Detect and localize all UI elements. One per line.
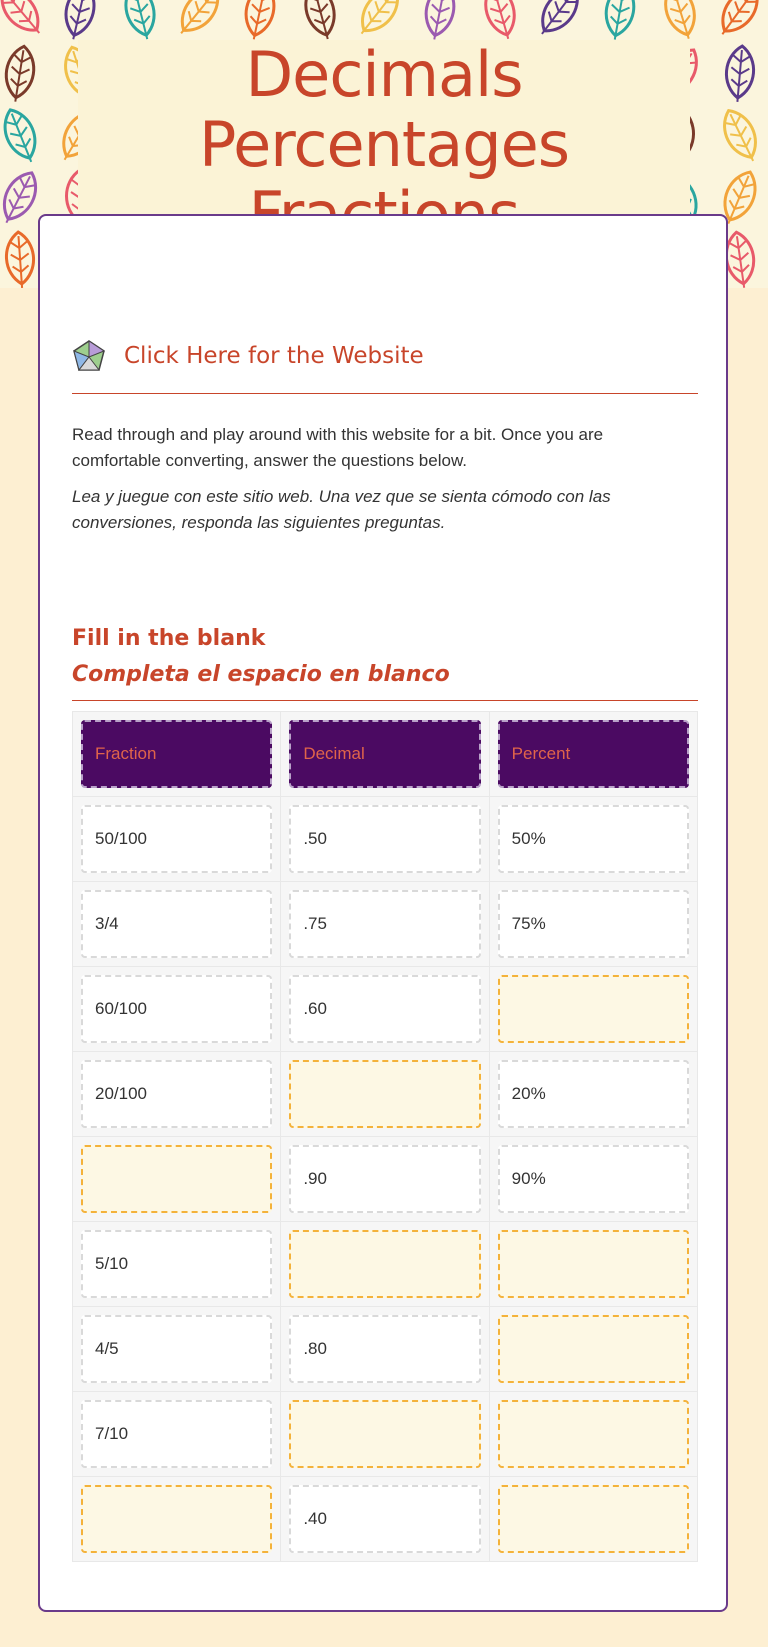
table-cell bbox=[281, 1052, 489, 1137]
table-row bbox=[73, 1477, 698, 1562]
answer-input-percent[interactable] bbox=[498, 975, 689, 1043]
table-cell bbox=[281, 967, 489, 1052]
table-header-row bbox=[73, 712, 698, 797]
table-cell bbox=[281, 882, 489, 967]
table-cell bbox=[73, 967, 281, 1052]
table-row bbox=[73, 1307, 698, 1392]
given-value-decimal: .80 bbox=[289, 1315, 480, 1383]
table-cell bbox=[489, 1137, 697, 1222]
header-cell-decimal bbox=[281, 712, 489, 797]
section-title-english: Fill in the blank bbox=[72, 626, 266, 651]
given-value-fraction: 7/10 bbox=[81, 1400, 272, 1468]
table-cell bbox=[281, 1137, 489, 1222]
column-header-decimal: Decimal bbox=[289, 720, 480, 788]
table-cell bbox=[73, 1137, 281, 1222]
table-cell bbox=[73, 1052, 281, 1137]
section-title-spanish: Completa el espacio en blanco bbox=[72, 662, 450, 687]
geogebra-gem-icon[interactable] bbox=[72, 339, 106, 373]
table-cell bbox=[281, 1307, 489, 1392]
table-cell bbox=[489, 1477, 697, 1562]
website-link-row[interactable] bbox=[72, 336, 692, 376]
table-cell bbox=[489, 1052, 697, 1137]
column-header-fraction: Fraction bbox=[81, 720, 272, 788]
given-value-fraction: 20/100 bbox=[81, 1060, 272, 1128]
given-value-percent: 50% bbox=[498, 805, 689, 873]
given-value-fraction: 50/100 bbox=[81, 805, 272, 873]
answer-input-decimal[interactable] bbox=[289, 1060, 480, 1128]
page-title-line-2: Percentages bbox=[198, 108, 570, 181]
table-row bbox=[73, 1392, 698, 1477]
given-value-decimal: .60 bbox=[289, 975, 480, 1043]
answer-input-percent[interactable] bbox=[498, 1230, 689, 1298]
website-link[interactable]: Click Here for the Website bbox=[124, 343, 424, 369]
table-cell bbox=[489, 797, 697, 882]
answer-input-percent[interactable] bbox=[498, 1315, 689, 1383]
column-header-percent: Percent bbox=[498, 720, 689, 788]
table-row bbox=[73, 882, 698, 967]
worksheet-card bbox=[38, 214, 728, 1612]
answer-input-fraction[interactable] bbox=[81, 1145, 272, 1213]
answer-input-percent[interactable] bbox=[498, 1485, 689, 1553]
table-cell bbox=[73, 797, 281, 882]
given-value-fraction: 60/100 bbox=[81, 975, 272, 1043]
table-cell bbox=[489, 882, 697, 967]
table-cell bbox=[489, 1307, 697, 1392]
page-title-line-1: Decimals bbox=[245, 40, 523, 111]
instructions-english: Read through and play around with this website for a bit. Once you are comfortable converting, answer the questions below. bbox=[72, 425, 604, 470]
given-value-decimal: .40 bbox=[289, 1485, 480, 1553]
table-cell bbox=[281, 797, 489, 882]
section-divider bbox=[72, 700, 698, 701]
table-cell bbox=[73, 882, 281, 967]
table-cell bbox=[73, 1477, 281, 1562]
given-value-decimal: .90 bbox=[289, 1145, 480, 1213]
table-row bbox=[73, 967, 698, 1052]
table-cell bbox=[281, 1222, 489, 1307]
table-cell bbox=[281, 1392, 489, 1477]
table-cell bbox=[73, 1392, 281, 1477]
answer-input-decimal[interactable] bbox=[289, 1400, 480, 1468]
given-value-decimal: .50 bbox=[289, 805, 480, 873]
table-cell bbox=[489, 1392, 697, 1477]
given-value-fraction: 5/10 bbox=[81, 1230, 272, 1298]
answer-input-fraction[interactable] bbox=[81, 1485, 272, 1553]
given-value-fraction: 4/5 bbox=[81, 1315, 272, 1383]
answer-input-percent[interactable] bbox=[498, 1400, 689, 1468]
given-value-percent: 20% bbox=[498, 1060, 689, 1128]
table-row bbox=[73, 1137, 698, 1222]
header-cell-fraction bbox=[73, 712, 281, 797]
link-divider bbox=[72, 393, 698, 394]
table-cell bbox=[73, 1307, 281, 1392]
table-cell bbox=[489, 967, 697, 1052]
instructions-spanish: Lea y juegue con este sitio web. Una vez que se sienta cómodo con las conversiones, responda las siguientes preguntas. bbox=[72, 487, 611, 532]
given-value-decimal: .75 bbox=[289, 890, 480, 958]
header-cell-percent bbox=[489, 712, 697, 797]
table-row bbox=[73, 797, 698, 882]
table-cell bbox=[489, 1222, 697, 1307]
conversion-table bbox=[72, 711, 698, 1562]
answer-input-decimal[interactable] bbox=[289, 1230, 480, 1298]
table-row bbox=[73, 1052, 698, 1137]
table-row bbox=[73, 1222, 698, 1307]
given-value-fraction: 3/4 bbox=[81, 890, 272, 958]
table-cell bbox=[73, 1222, 281, 1307]
given-value-percent: 90% bbox=[498, 1145, 689, 1213]
table-cell bbox=[281, 1477, 489, 1562]
given-value-percent: 75% bbox=[498, 890, 689, 958]
